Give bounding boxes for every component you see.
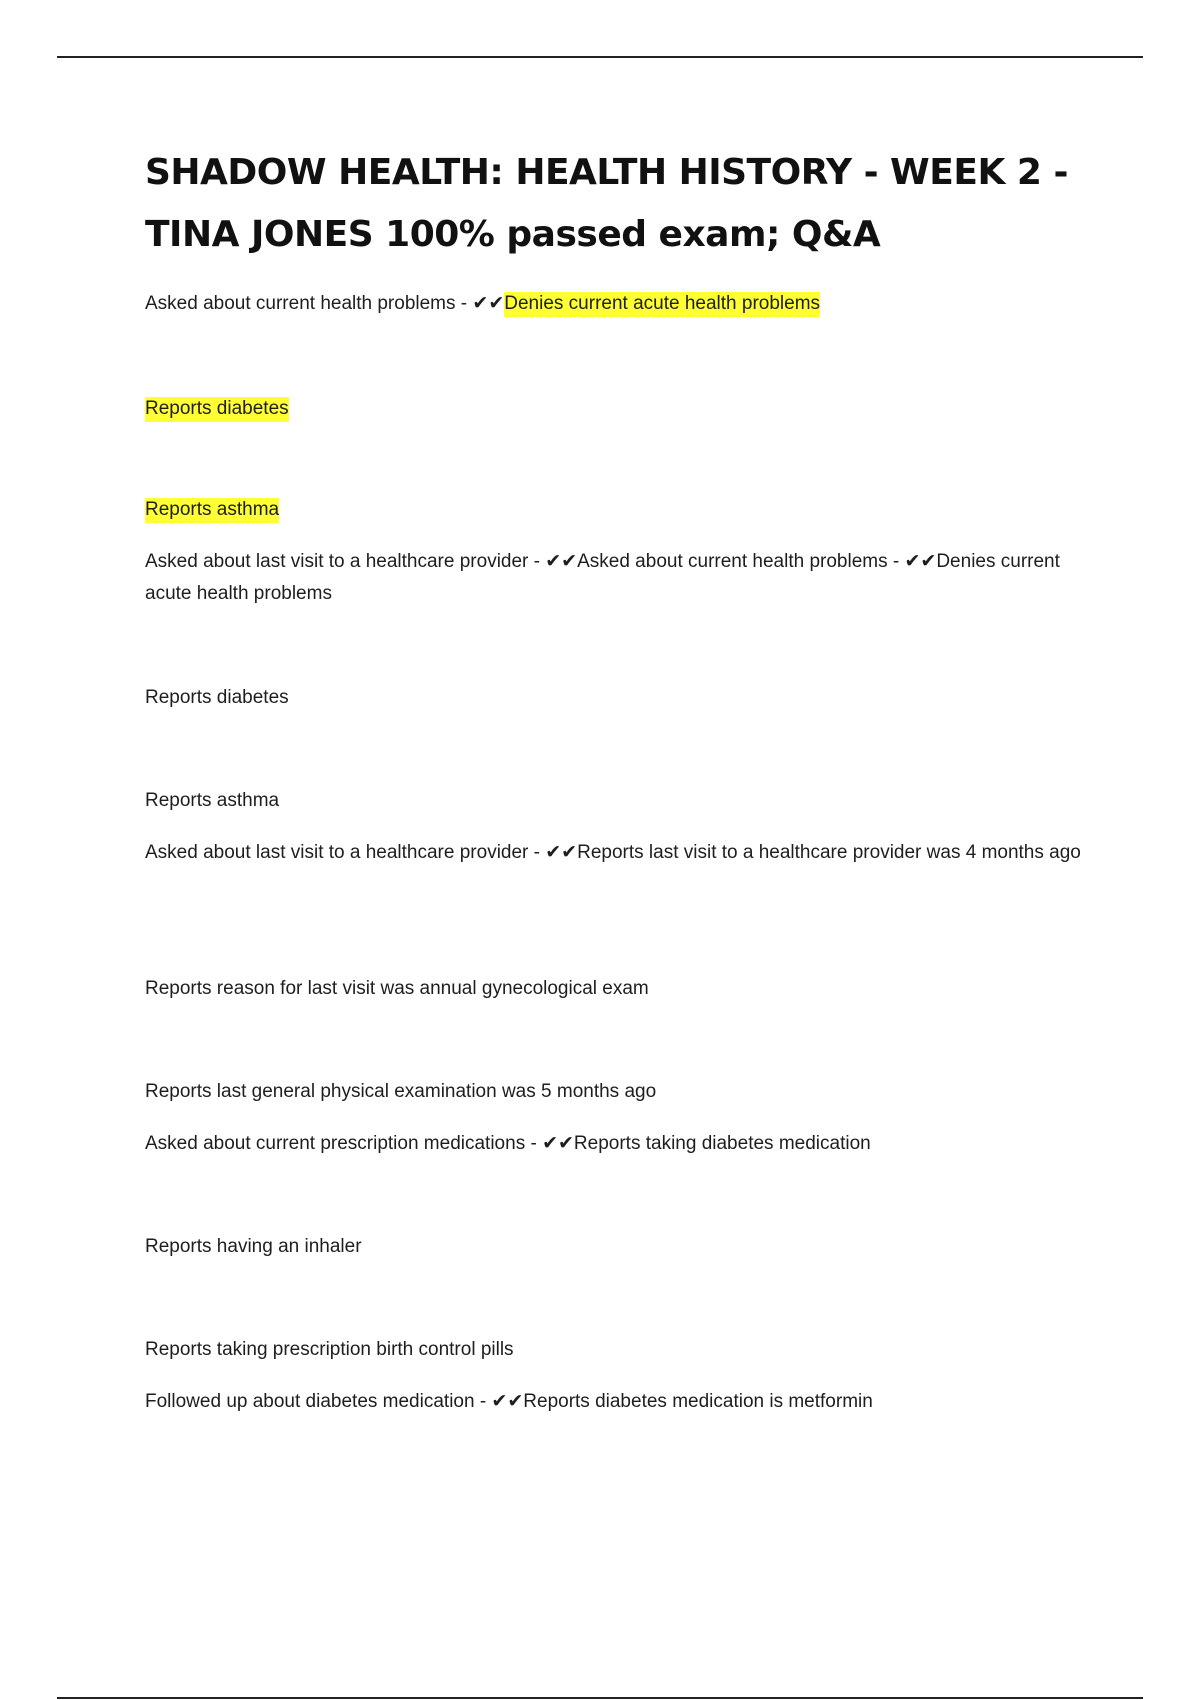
question-text: Asked about current health problems - ✔✔	[145, 293, 505, 314]
highlighted-answer: Reports asthma	[145, 498, 279, 523]
answer-line-birth-control: Reports taking prescription birth control pills	[145, 1339, 514, 1360]
qa-line-diabetes-medication: Followed up about diabetes medication - ✔✔Reports diabetes medication is metformin	[145, 1391, 873, 1412]
qa-line-last-visit-2: Asked about last visit to a healthcare provider - ✔✔Reports last visit to a healthcare provider was 4 months ago	[145, 842, 1081, 863]
answer-line-diabetes-2: Reports diabetes	[145, 687, 289, 708]
qa-line-prescriptions: Asked about current prescription medications - ✔✔Reports taking diabetes medication	[145, 1133, 871, 1154]
header-rule	[57, 56, 1143, 58]
footer-rule	[57, 1697, 1143, 1699]
highlighted-answer: Denies current acute health problems	[504, 292, 820, 317]
qa-line-last-visit: Asked about last visit to a healthcare provider - ✔✔Asked about current health problems - ✔✔Denies current acute health problems	[145, 551, 1060, 604]
qa-line-current-health	[145, 288, 1095, 320]
highlighted-answer: Reports diabetes	[145, 397, 289, 422]
answer-line-gyn-exam: Reports reason for last visit was annual gynecological exam	[145, 978, 649, 999]
document-title: SHADOW HEALTH: HEALTH HISTORY - WEEK 2 - TINA JONES 100% passed exam; Q&A	[145, 152, 1068, 255]
answer-line-asthma-2: Reports asthma	[145, 790, 280, 811]
answer-line-asthma	[145, 494, 1095, 526]
answer-line-diabetes	[145, 393, 1095, 425]
answer-line-physical-exam: Reports last general physical examination was 5 months ago	[145, 1081, 657, 1102]
answer-line-inhaler: Reports having an inhaler	[145, 1236, 362, 1257]
